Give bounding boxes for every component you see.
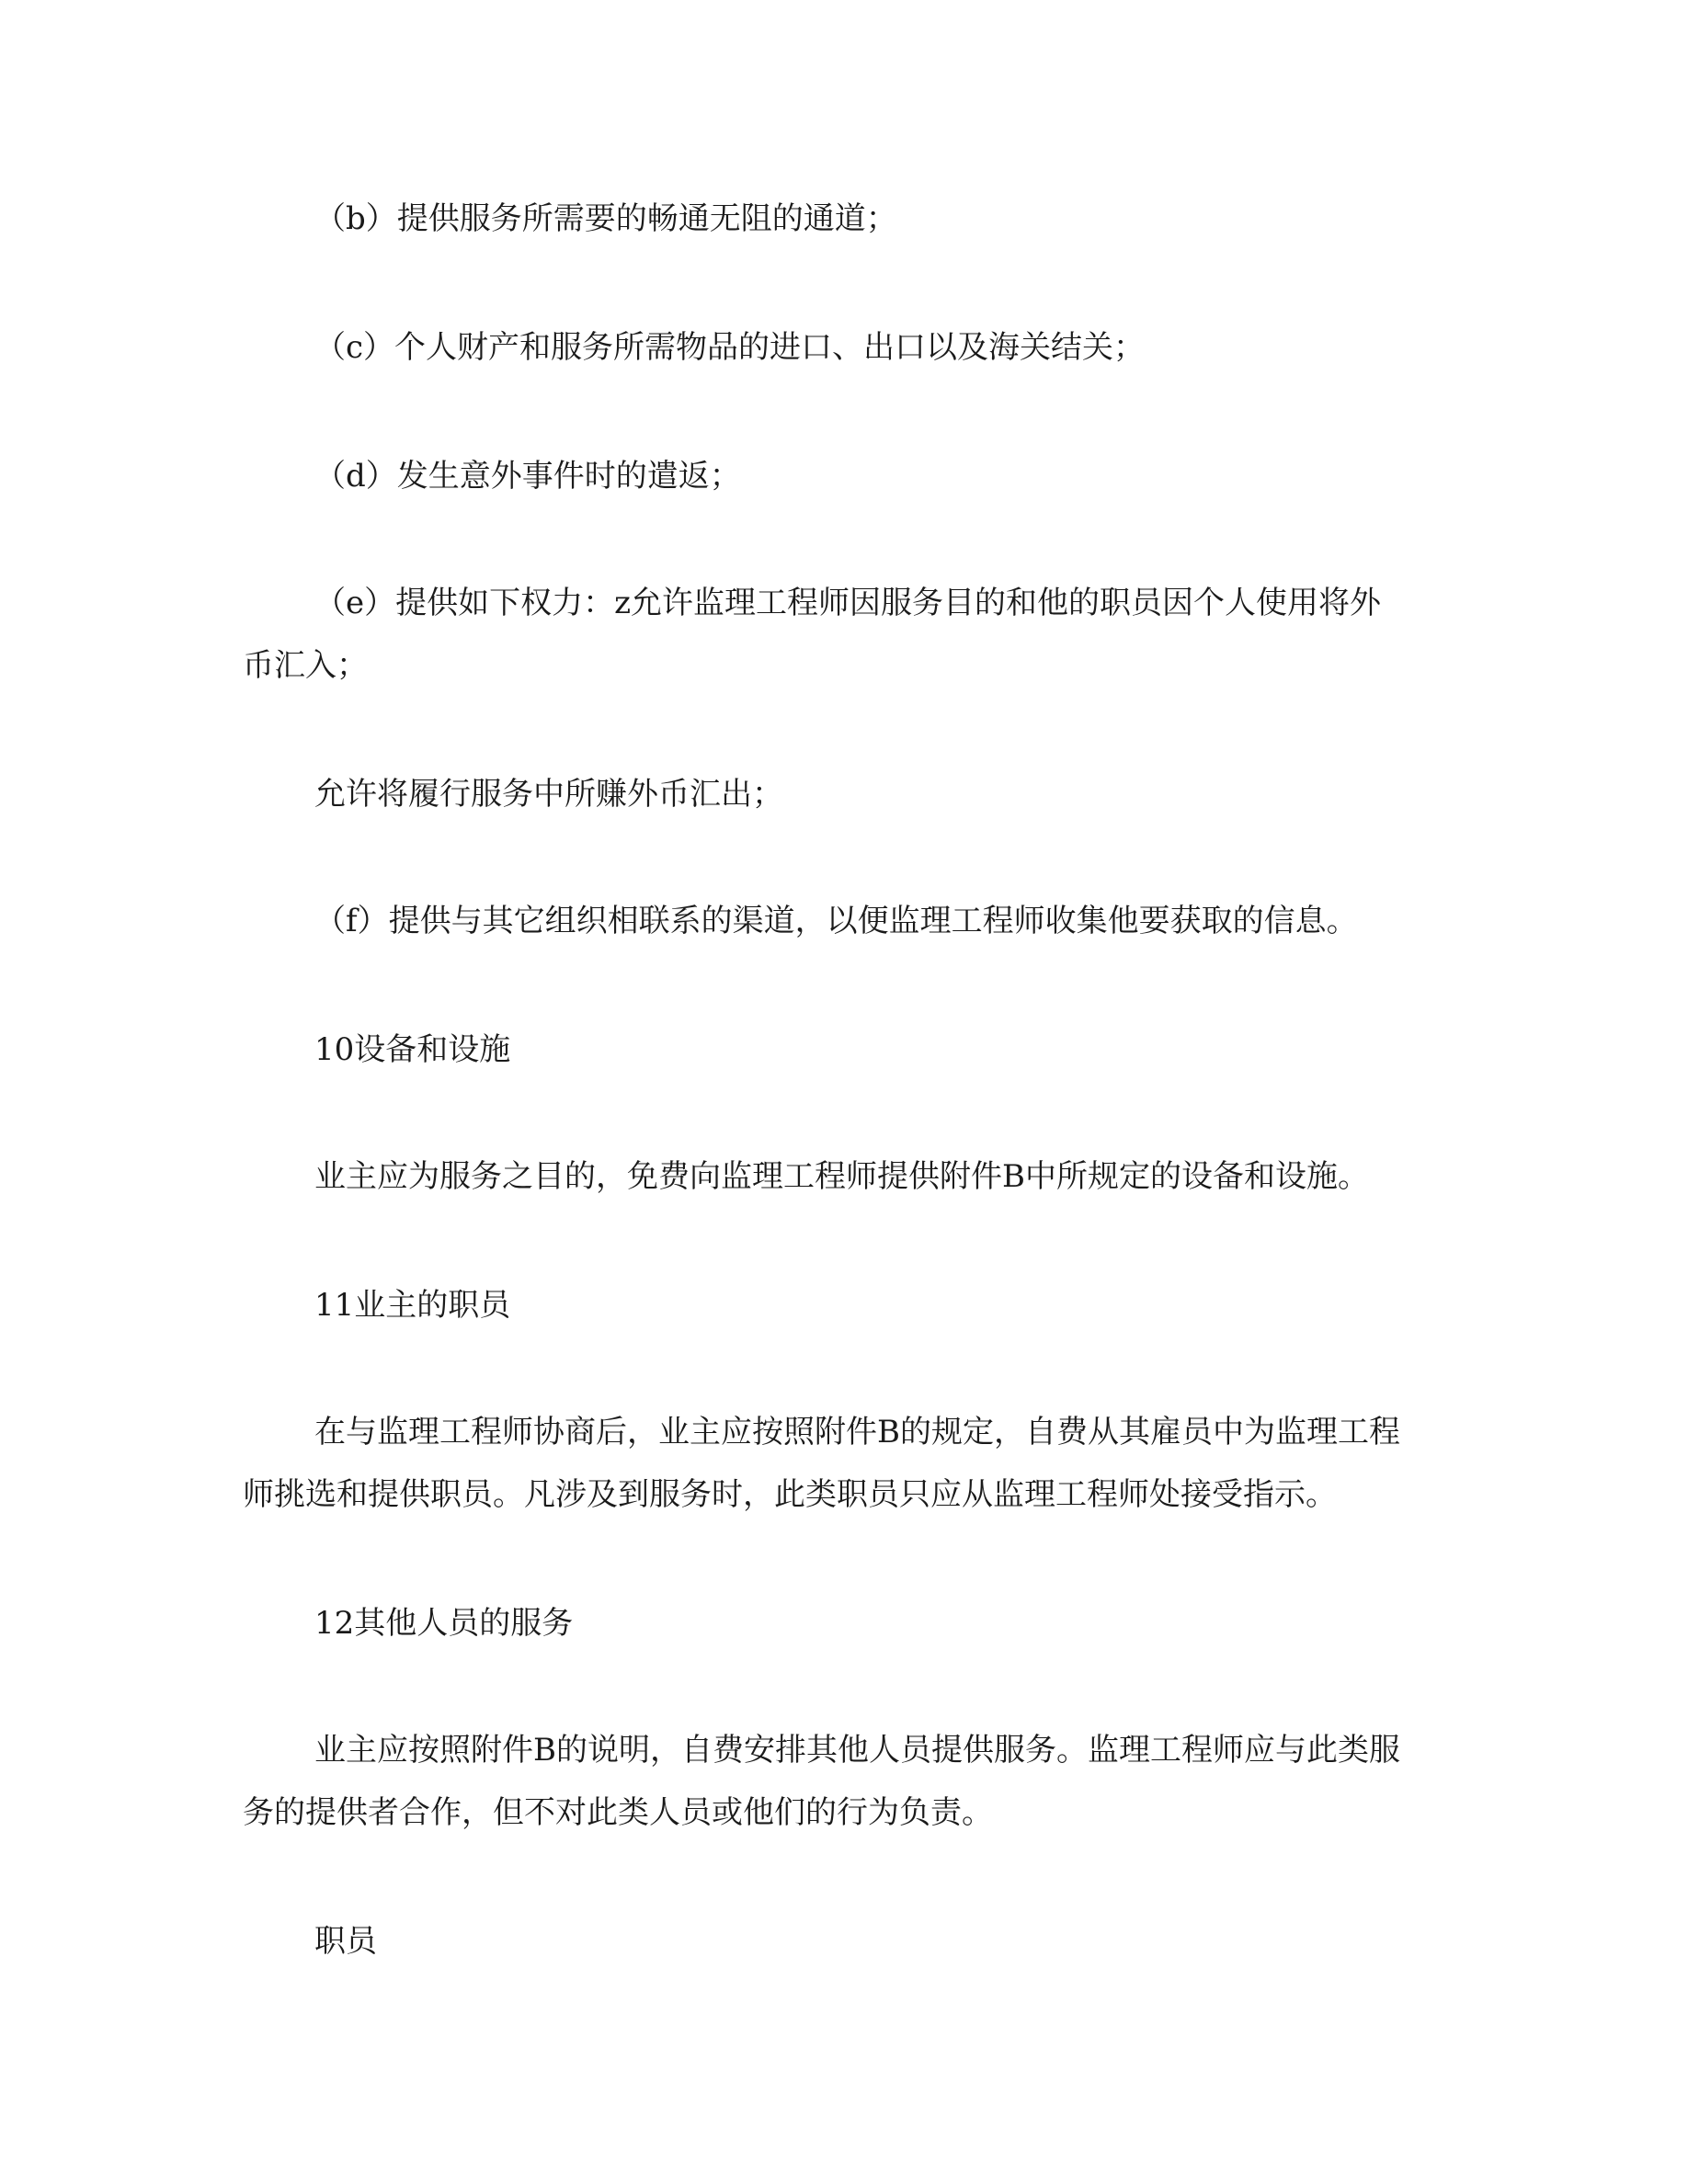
section-12-body-line-1: 业主应按照附件B的说明，自费安排其他人员提供服务。监理工程师应与此类服 (314, 1732, 1400, 1769)
clause-e-line-1: （e）提供如下权力：z允许监理工程师因服务目的和他的职员因个人使用将外 (314, 585, 1382, 621)
section-12-body-line-2: 务的提供者合作，但不对此类人员或他们的行为负责。 (243, 1794, 993, 1831)
clause-c-line-1: （c）个人财产和服务所需物品的进口、出口以及海关结关； (314, 329, 1146, 366)
clause-e (243, 572, 1438, 697)
section-11-body-line-1: 在与监理工程师协商后，业主应按照附件B的规定，自费从其雇员中为监理工程 (314, 1414, 1400, 1450)
section-heading-10 (243, 1018, 1438, 1081)
section-11-body-line-2: 师挑选和提供职员。凡涉及到服务时，此类职员只应从监理工程师处接受指示。 (243, 1476, 1337, 1513)
section-heading-12 (243, 1592, 1438, 1655)
section-heading-12-text: 12其他人员的服务 (314, 1605, 574, 1642)
section-heading-11-text: 11业主的职员 (314, 1287, 511, 1324)
clause-f (243, 890, 1438, 952)
clause-e-continued-line-1: 允许将履行服务中所赚外币汇出； (314, 776, 783, 813)
clause-f-line-1: （f）提供与其它组织相联系的渠道，以便监理工程师收集他要获取的信息。 (314, 903, 1358, 939)
section-heading-staff-text: 职员 (314, 1923, 377, 1960)
section-heading-10-text: 10设备和设施 (314, 1031, 511, 1068)
section-10-body-line-1: 业主应为服务之目的，免费向监理工程师提供附件B中所规定的设备和设施。 (314, 1158, 1369, 1195)
section-12-body (243, 1719, 1438, 1844)
section-10-body (243, 1145, 1438, 1208)
clause-b (243, 188, 1438, 250)
clause-b-line-1: （b）提供服务所需要的畅通无阻的通道； (314, 200, 897, 237)
clause-d (243, 445, 1438, 507)
clause-e-line-2: 币汇入； (243, 647, 368, 684)
section-11-body (243, 1401, 1438, 1526)
clause-d-line-1: （d）发生意外事件时的遣返； (314, 458, 741, 495)
clause-e-continued (243, 763, 1438, 825)
clause-c (243, 316, 1438, 379)
section-heading-11 (243, 1274, 1438, 1337)
section-heading-staff (243, 1910, 1438, 1973)
